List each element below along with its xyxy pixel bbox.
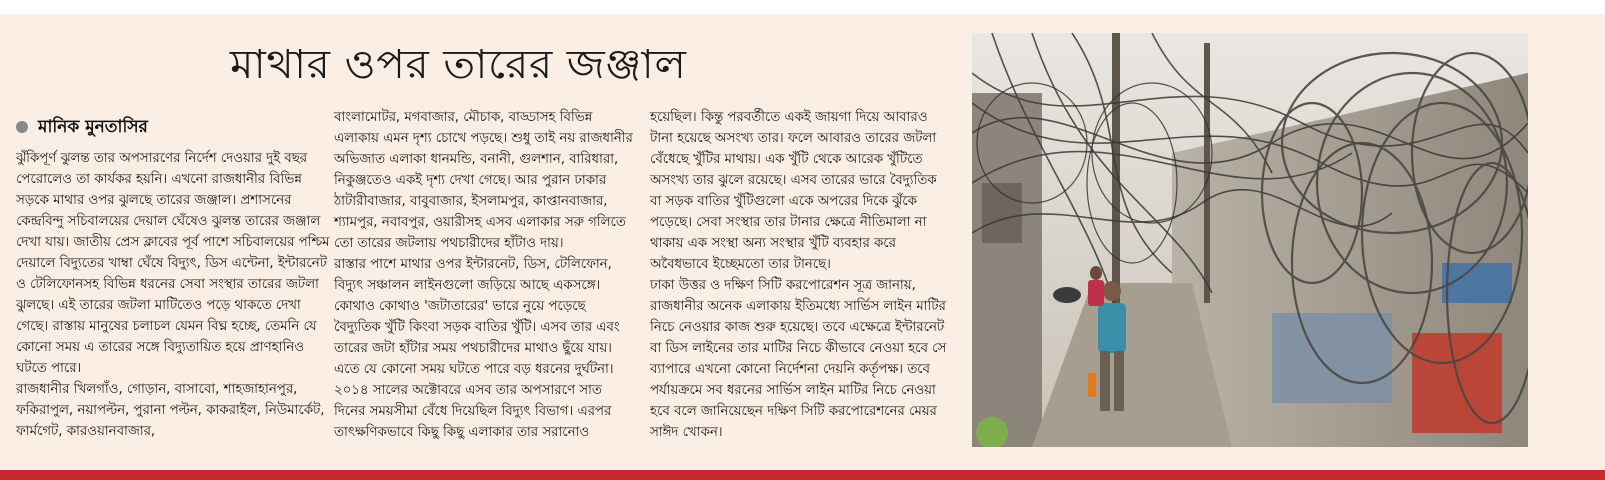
headline: মাথার ওপর তারের জঞ্জাল xyxy=(230,42,687,88)
article-column-3 xyxy=(650,107,950,443)
column-1-paragraph-2: রাজধানীর খিলগাঁও, গোড়ান, বাসাবো, শাহজাহানপুর, ফকিরাপুল, নয়াপল্টন, পুরানা পল্টন, কাকরাইল, নিউমার্কেট, ফার্মগেট, কারওয়ানবাজার, xyxy=(16,382,325,439)
top-margin xyxy=(0,0,1605,14)
article-column-2 xyxy=(334,107,634,443)
article-column-1 xyxy=(16,148,334,442)
byline-author: মানিক মুনতাসির xyxy=(38,117,148,137)
news-photo xyxy=(972,33,1528,447)
bottom-red-rule xyxy=(0,470,1605,480)
tangled-wires-photo-icon xyxy=(972,33,1528,447)
column-3-paragraph-1: হয়েছিল। কিন্তু পরবর্তীতে একই জায়গা দিয়ে আবারও টানা হয়েছে অসংখ্য তার। ফলে আবারও তারের জটলা বেঁধেছে খুঁটির মাথায়। এক খুঁটি থেকে আরেক খুঁটিতে অসংখ্য তার ঝুলে রয়েছে। এসব তারের ভারে বৈদ্যুতিক বা সড়ক বাতির খুঁটিগুলো একে অপরের দিকে ঝুঁকে পড়েছে। সেবা সংস্থার তার টানার ক্ষেত্রে নীতিমালা না থাকায় এক সংস্থা অন্য সংস্থার খুঁটি ব্যবহার করে অবৈধভাবে ইচ্ছেমতো তার টানছে। xyxy=(650,110,937,272)
byline xyxy=(16,114,148,140)
column-3-paragraph-2: ঢাকা উত্তর ও দক্ষিণ সিটি করপোরেশন সূত্র জানায়, রাজধানীর অনেক এলাকায় ইতিমধ্যে সার্ভিস লাইন মাটির নিচে নেওয়ার কাজ শুরু হয়েছে। তবে এক্ষেত্রে ইন্টারনেট বা ডিস লাইনের তার মাটির নিচে কীভাবে নেওয়া হবে সে ব্যাপারে এখনো কোনো নির্দেশনা দেয়নি কর্তৃপক্ষ। তবে পর্যায়ক্রমে সব ধরনের সার্ভিস লাইন মাটির নিচে নেওয়া হবে বলে জানিয়েছেন দক্ষিণ সিটি করপোরেশনের মেয়র সাঈদ খোকন। xyxy=(650,278,947,440)
column-2-paragraph-2: রাস্তার পাশে মাথার ওপর ইন্টারনেট, ডিস, টেলিফোন, বিদ্যুৎ সঞ্চালন লাইনগুলো জড়িয়ে আছে একসঙ্গে। কোথাও কোথাও 'জটাতারের' ভারে নুয়ে পড়েছে বৈদ্যুতিক খুঁটি কিংবা সড়ক বাতির খুঁটি। এসব তার এবং তারের জটা হাঁটার সময় পথচারীদের মাথাও ছুঁয়ে যায়। এতে যে কোনো সময় ঘটতে পারে বড় ধরনের দুর্ঘটনা। ২০১৪ সালের অক্টোবরে এসব তার অপসারণে সাত দিনের সময়সীমা বেঁধে দিয়েছিল বিদ্যুৎ বিভাগ। এরপর তাৎক্ষণিকভাবে কিছু কিছু এলাকার তার সরানোও xyxy=(334,257,620,440)
byline-bullet-icon xyxy=(16,121,28,133)
column-1-paragraph-1: ঝুঁকিপূর্ণ ঝুলন্ত তার অপসারণের নির্দেশ দেওয়ার দুই বছর পেরোলেও তা কার্যকর হয়নি। এখনো রাজধানীর বিভিন্ন সড়কে মাথার ওপর ঝুলছে তারের জঞ্জাল। প্রশাসনের কেন্দ্রবিন্দু সচিবালয়ের দেয়াল ঘেঁষেও ঝুলন্ত তারের জঞ্জাল দেখা যায়। জাতীয় প্রেস ক্লাবের পূর্ব পাশে সচিবালয়ের পশ্চিম দেয়ালে বিদ্যুতের খাম্বা ঘেঁষে বিদ্যুৎ, ডিস এন্টেনা, ইন্টারনেট ও টেলিফোনসহ বিভিন্ন ধরনের সেবা সংস্থার তারের জটলা ঝুলছে। এই তারের জটলা মাটিতেও পড়ে থাকতে দেখা গেছে। রাস্তায় মানুষের চলাচল যেমন বিঘ্ন হচ্ছে, তেমনি যে কোনো সময় এ তারের সঙ্গে বিদ্যুতায়িত হয়ে প্রাণহানিও ঘটতে পারে। xyxy=(16,151,330,376)
column-2-paragraph-1: বাংলামোটর, মগবাজার, মৌচাক, বাড্ডাসহ বিভিন্ন এলাকায় এমন দৃশ্য চোখে পড়ছে। শুধু তাই নয় রাজধানীর অভিজাত এলাকা ধানমন্ডি, বনানী, গুলশান, বারিধারা, নিকুঞ্জতেও একই দৃশ্য দেখা গেছে। আর পুরান ঢাকার ঠাটারীবাজার, বাবুবাজার, ইসলামপুর, কাপ্তানবাজার, শ্যামপুর, নবাবপুর, ওয়ারীসহ এসব এলাকার সরু গলিতে তো তারের জটলায় পথচারীদের হাঁটাও দায়। xyxy=(334,110,633,251)
